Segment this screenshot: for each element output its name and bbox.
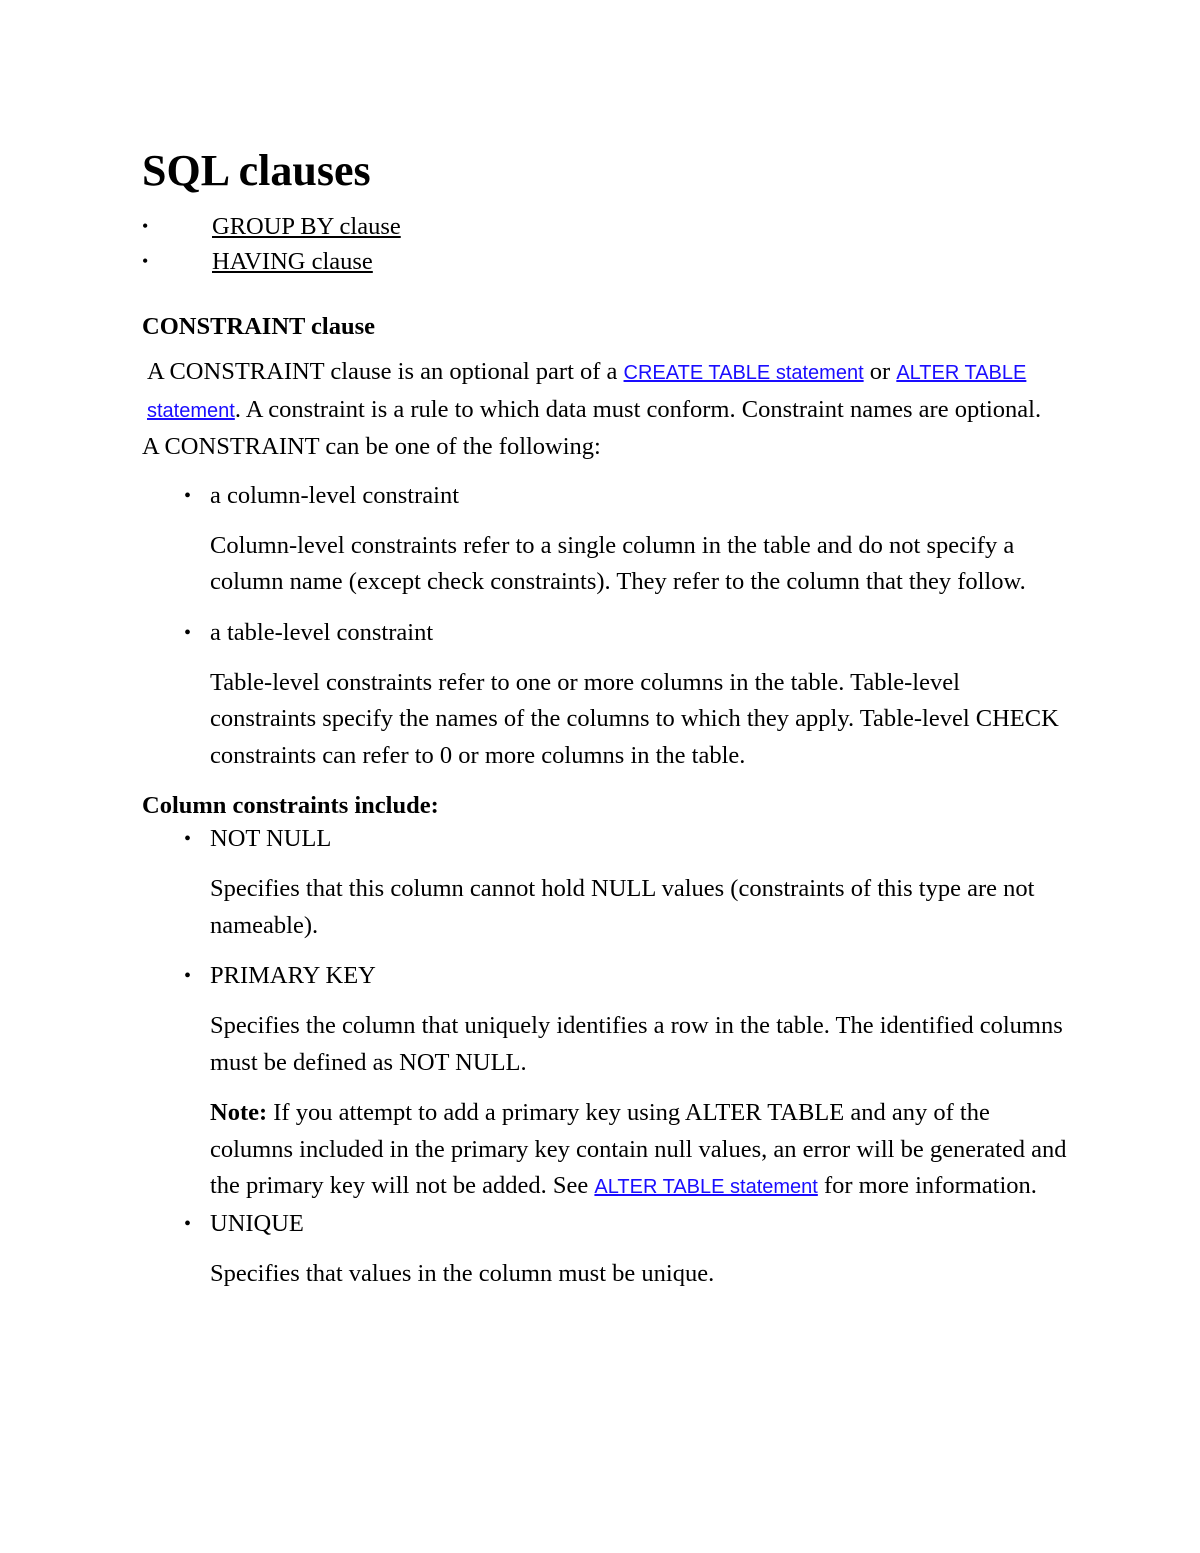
document-page	[142, 138, 1072, 1306]
create-table-statement-link[interactable]: CREATE TABLE statement	[623, 362, 864, 384]
list-item	[142, 1206, 1072, 1293]
table-level-constraint-title: a table-level constraint	[210, 618, 434, 646]
table-level-constraint-desc: Table-level constraints refer to one or more columns in the table. Table-level constraints specify the names of the columns to which they apply. Table-level CHECK constraints can refer to 0 or more columns in the table.	[210, 668, 1059, 769]
list-item	[142, 615, 1072, 775]
constraint-can-be-text: A CONSTRAINT can be one of the following:	[142, 433, 601, 460]
alter-table-statement-note-link[interactable]: ALTER TABLE statement	[594, 1176, 818, 1198]
not-null-desc: Specifies that this column cannot hold NULL values (constraints of this type are not nameable).	[210, 875, 1035, 939]
intro-text-part1: A CONSTRAINT clause is an optional part of a	[147, 358, 624, 385]
group-by-clause-link[interactable]: GROUP BY clause	[212, 213, 401, 240]
list-item	[142, 821, 1072, 944]
having-clause-link[interactable]: HAVING clause	[212, 248, 373, 275]
unique-desc: Specifies that values in the column must be unique.	[210, 1259, 715, 1287]
intro-text-part2: . A constraint is a rule to which data must conform. Constraint names are optional.	[234, 395, 1042, 423]
list-item	[142, 244, 1072, 279]
bullet-icon: •	[184, 1212, 192, 1235]
column-level-constraint-desc: Column-level constraints refer to a single column in the table and do not specify a column name (except check constraints). They refer to the column that they follow.	[210, 531, 1026, 595]
bullet-icon: •	[142, 216, 149, 236]
constraint-type-list	[142, 478, 1072, 775]
primary-key-title: PRIMARY KEY	[210, 962, 376, 989]
not-null-title: NOT NULL	[210, 825, 332, 852]
column-constraints-heading: Column constraints include:	[142, 792, 439, 819]
page-title: SQL clauses	[142, 146, 371, 195]
column-constraints-list	[142, 821, 1072, 1292]
note-tail: for more information.	[817, 1172, 1037, 1199]
note-label: Note:	[210, 1099, 268, 1126]
primary-key-desc: Specifies the column that uniquely identifies a row in the table. The identified columns must be defined as NOT NULL.	[210, 1012, 1063, 1076]
bullet-icon: •	[184, 965, 192, 987]
bullet-icon: •	[184, 484, 192, 507]
constraint-clause-heading: CONSTRAINT clause	[142, 313, 376, 340]
column-level-constraint-title: a column-level constraint	[210, 481, 459, 509]
bullet-icon: •	[142, 251, 149, 271]
alter-table-statement-link[interactable]: ALTER TABLE statement	[147, 362, 1027, 422]
note-text: If you attempt to add a primary key using ALTER TABLE and any of the columns included in the primary key contain null values, an error will be generated and the primary key will not be added. See	[210, 1099, 1067, 1199]
bullet-icon: •	[184, 621, 192, 644]
intro-text-or: or	[863, 358, 897, 385]
primary-key-note	[210, 1095, 1072, 1206]
top-link-list	[142, 209, 1072, 279]
list-item	[142, 478, 1072, 601]
constraint-intro-paragraph	[142, 354, 1072, 429]
list-item	[142, 958, 1072, 1206]
list-item	[142, 209, 1072, 244]
bullet-icon: •	[184, 828, 192, 850]
unique-title: UNIQUE	[210, 1209, 304, 1237]
